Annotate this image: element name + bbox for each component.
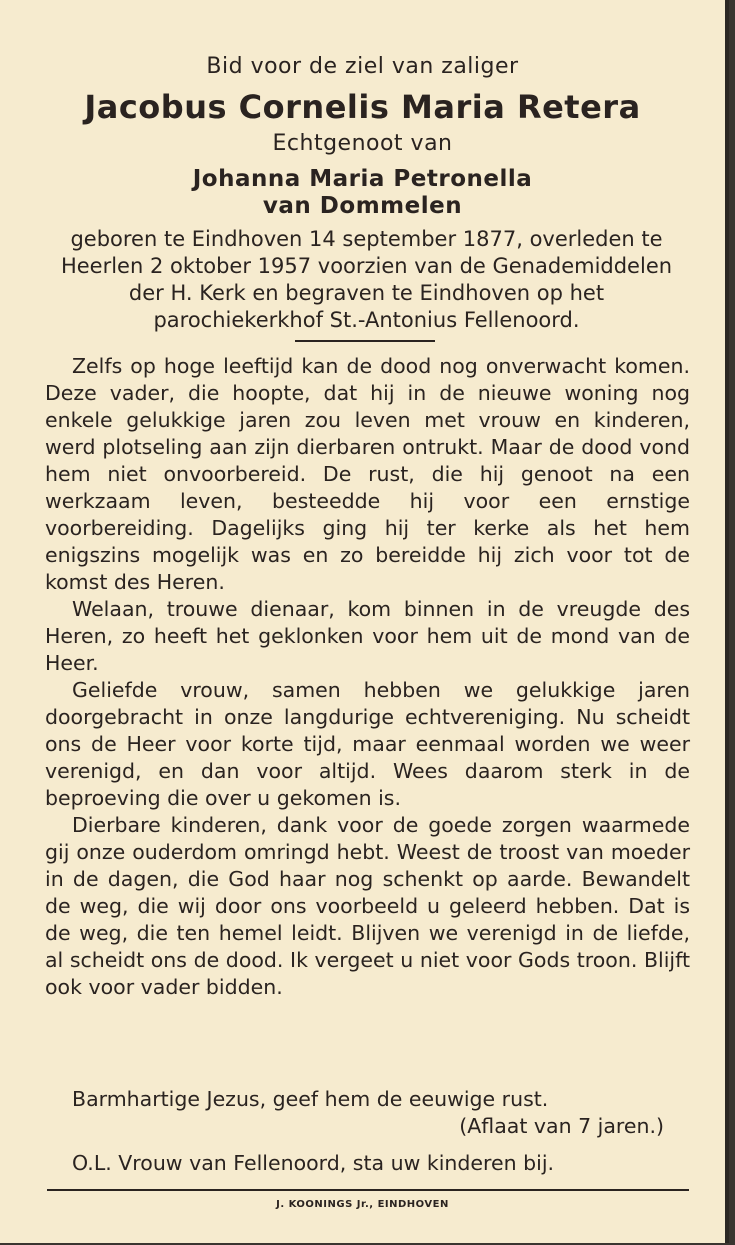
prayer-heading: Bid voor de ziel van zaliger xyxy=(206,54,519,79)
memorial-text xyxy=(45,353,690,1001)
short-divider xyxy=(295,340,435,342)
footer-divider xyxy=(47,1189,689,1191)
spouse-label: Echtgenoot van xyxy=(272,131,453,156)
deceased-name: Jacobus Cornelis Maria Retera xyxy=(84,88,641,126)
closing-prayers xyxy=(45,1086,690,1177)
spouse-name-line2: van Dommelen xyxy=(262,193,463,219)
paragraph-children: Dierbare kinderen, dank voor de goede zorgen waarmede gij onze ouderdom omringd hebt. Weest de troost van moeder in de dagen, die God haar nog schenkt op aarde. Bewandelt de weg, die wij door ons voorbeeld u geleerd hebben. Dat is de weg, die ten hemel leidt. Blijven we verenigd in de liefde, al scheidt ons de dood. Ik vergeet u niet voor Gods troon. Blijft ook voor vader bidden. xyxy=(45,813,690,999)
closing-invocation: O.L. Vrouw van Fellenoord, sta uw kinderen bij. xyxy=(72,1151,555,1175)
closing-prayer: Barmhartige Jezus, geef hem de eeuwige rust. xyxy=(72,1087,549,1111)
paragraph-servant: Welaan, trouwe dienaar, kom binnen in de vreugde des Heren, zo heeft het geklonken voor hem uit de mond van de Heer. xyxy=(45,597,690,675)
printer-credit: J. KOONINGS Jr., EINDHOVEN xyxy=(276,1199,449,1210)
spouse-name-line1: Johanna Maria Petronella xyxy=(192,166,533,192)
paragraph-wife: Geliefde vrouw, samen hebben we gelukkige jaren doorgebracht in onze langdurige echtvereniging. Nu scheidt ons de Heer voor korte tijd, maar eenmaal worden we weer verenigd, en dan voor altijd. Wees daarom sterk in de beproeving die over u gekomen is. xyxy=(45,678,690,810)
paragraph-reflection: Zelfs op hoge leeftijd kan de dood nog onverwacht komen. Deze vader, die hoopte, dat hij in de nieuwe woning nog enkele gelukkige jaren zou leven met vrouw en kinderen, werd plotseling aan zijn dierbaren ontrukt. Maar de dood vond hem niet onvoorbereid. De rust, die hij genoot na een werkzaam leven, besteedde hij voor een ernstige voorbereiding. Dagelijks ging hij ter kerke als het hem enigszins mogelijk was en zo bereidde hij zich voor tot de komst des Heren. xyxy=(45,354,690,594)
indulgence-note: (Aflaat van 7 jaren.) xyxy=(459,1114,664,1138)
birth-death-details: geboren te Eindhoven 14 september 1877, overleden te Heerlen 2 oktober 1957 voorzien van de Genademiddelen der H. Kerk en begraven te Eindhoven op het parochiekerkhof St.-Antonius Fellenoord. xyxy=(60,227,673,332)
